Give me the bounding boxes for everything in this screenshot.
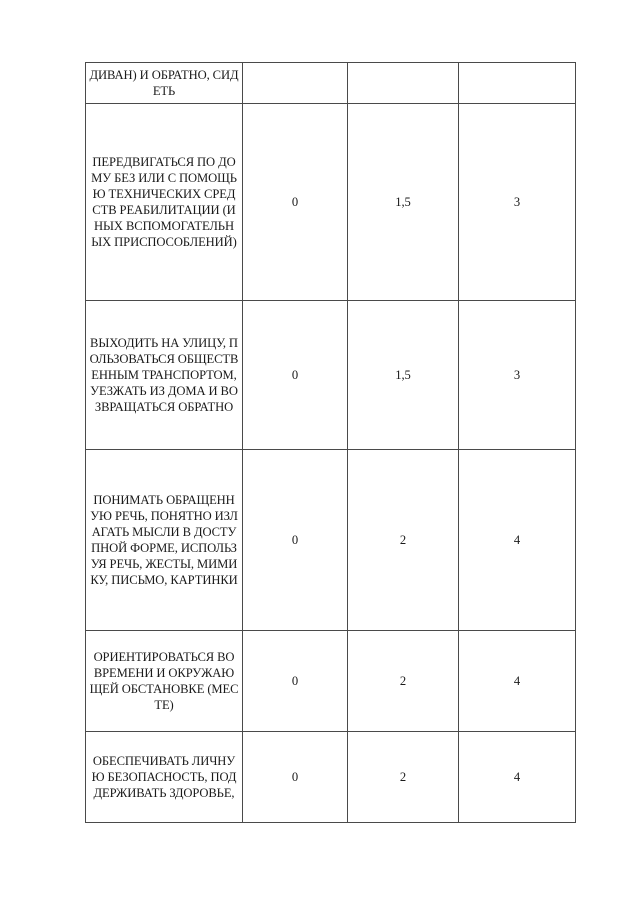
score-cell-1: 1,5 [348, 104, 459, 301]
score-cell-2: 4 [459, 450, 576, 631]
activity-text: ОБЕСПЕЧИВАТЬ ЛИЧНУЮ БЕЗОПАСНОСТЬ, ПОДДЕРЖИВАТЬ ЗДОРОВЬЕ, [91, 754, 237, 800]
activity-text: ДИВАН) И ОБРАТНО, СИДЕТЬ [89, 68, 239, 98]
activity-text: ПОНИМАТЬ ОБРАЩЕННУЮ РЕЧЬ, ПОНЯТНО ИЗЛАГАТЬ МЫСЛИ В ДОСТУПНОЙ ФОРМЕ, ИСПОЛЬЗУЯ РЕЧЬ, ЖЕСТЫ, МИМИКУ, ПИСЬМО, КАРТИНКИ [90, 493, 238, 587]
score-cell-0 [243, 63, 348, 104]
score-cell-0: 0 [243, 301, 348, 450]
score-cell-0: 0 [243, 732, 348, 823]
table-row [86, 732, 576, 823]
activity-cell [86, 104, 243, 301]
activity-text: ОРИЕНТИРОВАТЬСЯ ВО ВРЕМЕНИ И ОКРУЖАЮЩЕЙ ОБСТАНОВКЕ (МЕСТЕ) [89, 650, 239, 712]
score-cell-1: 1,5 [348, 301, 459, 450]
activity-cell [86, 63, 243, 104]
score-cell-2: 3 [459, 104, 576, 301]
score-cell-0: 0 [243, 631, 348, 732]
activity-cell [86, 450, 243, 631]
score-cell-1: 2 [348, 450, 459, 631]
table-row [86, 301, 576, 450]
table-row [86, 104, 576, 301]
score-cell-1 [348, 63, 459, 104]
score-cell-1: 2 [348, 631, 459, 732]
table-row [86, 63, 576, 104]
score-cell-1: 2 [348, 732, 459, 823]
activity-cell [86, 732, 243, 823]
score-cell-0: 0 [243, 450, 348, 631]
activity-text: ВЫХОДИТЬ НА УЛИЦУ, ПОЛЬЗОВАТЬСЯ ОБЩЕСТВЕННЫМ ТРАНСПОРТОМ, УЕЗЖАТЬ ИЗ ДОМА И ВОЗВРАЩАТЬСЯ ОБРАТНО [89, 336, 239, 414]
score-cell-0: 0 [243, 104, 348, 301]
score-cell-2: 3 [459, 301, 576, 450]
activity-cell [86, 631, 243, 732]
activity-text: ПЕРЕДВИГАТЬСЯ ПО ДОМУ БЕЗ ИЛИ С ПОМОЩЬЮ ТЕХНИЧЕСКИХ СРЕДСТВ РЕАБИЛИТАЦИИ (ИНЫХ ВСПОМОГАТЕЛЬНЫХ ПРИСПОСОБЛЕНИЙ) [91, 155, 237, 249]
table-row [86, 450, 576, 631]
assessment-table [85, 62, 576, 823]
table-row [86, 631, 576, 732]
score-cell-2: 4 [459, 732, 576, 823]
score-cell-2: 4 [459, 631, 576, 732]
score-cell-2 [459, 63, 576, 104]
activity-cell [86, 301, 243, 450]
